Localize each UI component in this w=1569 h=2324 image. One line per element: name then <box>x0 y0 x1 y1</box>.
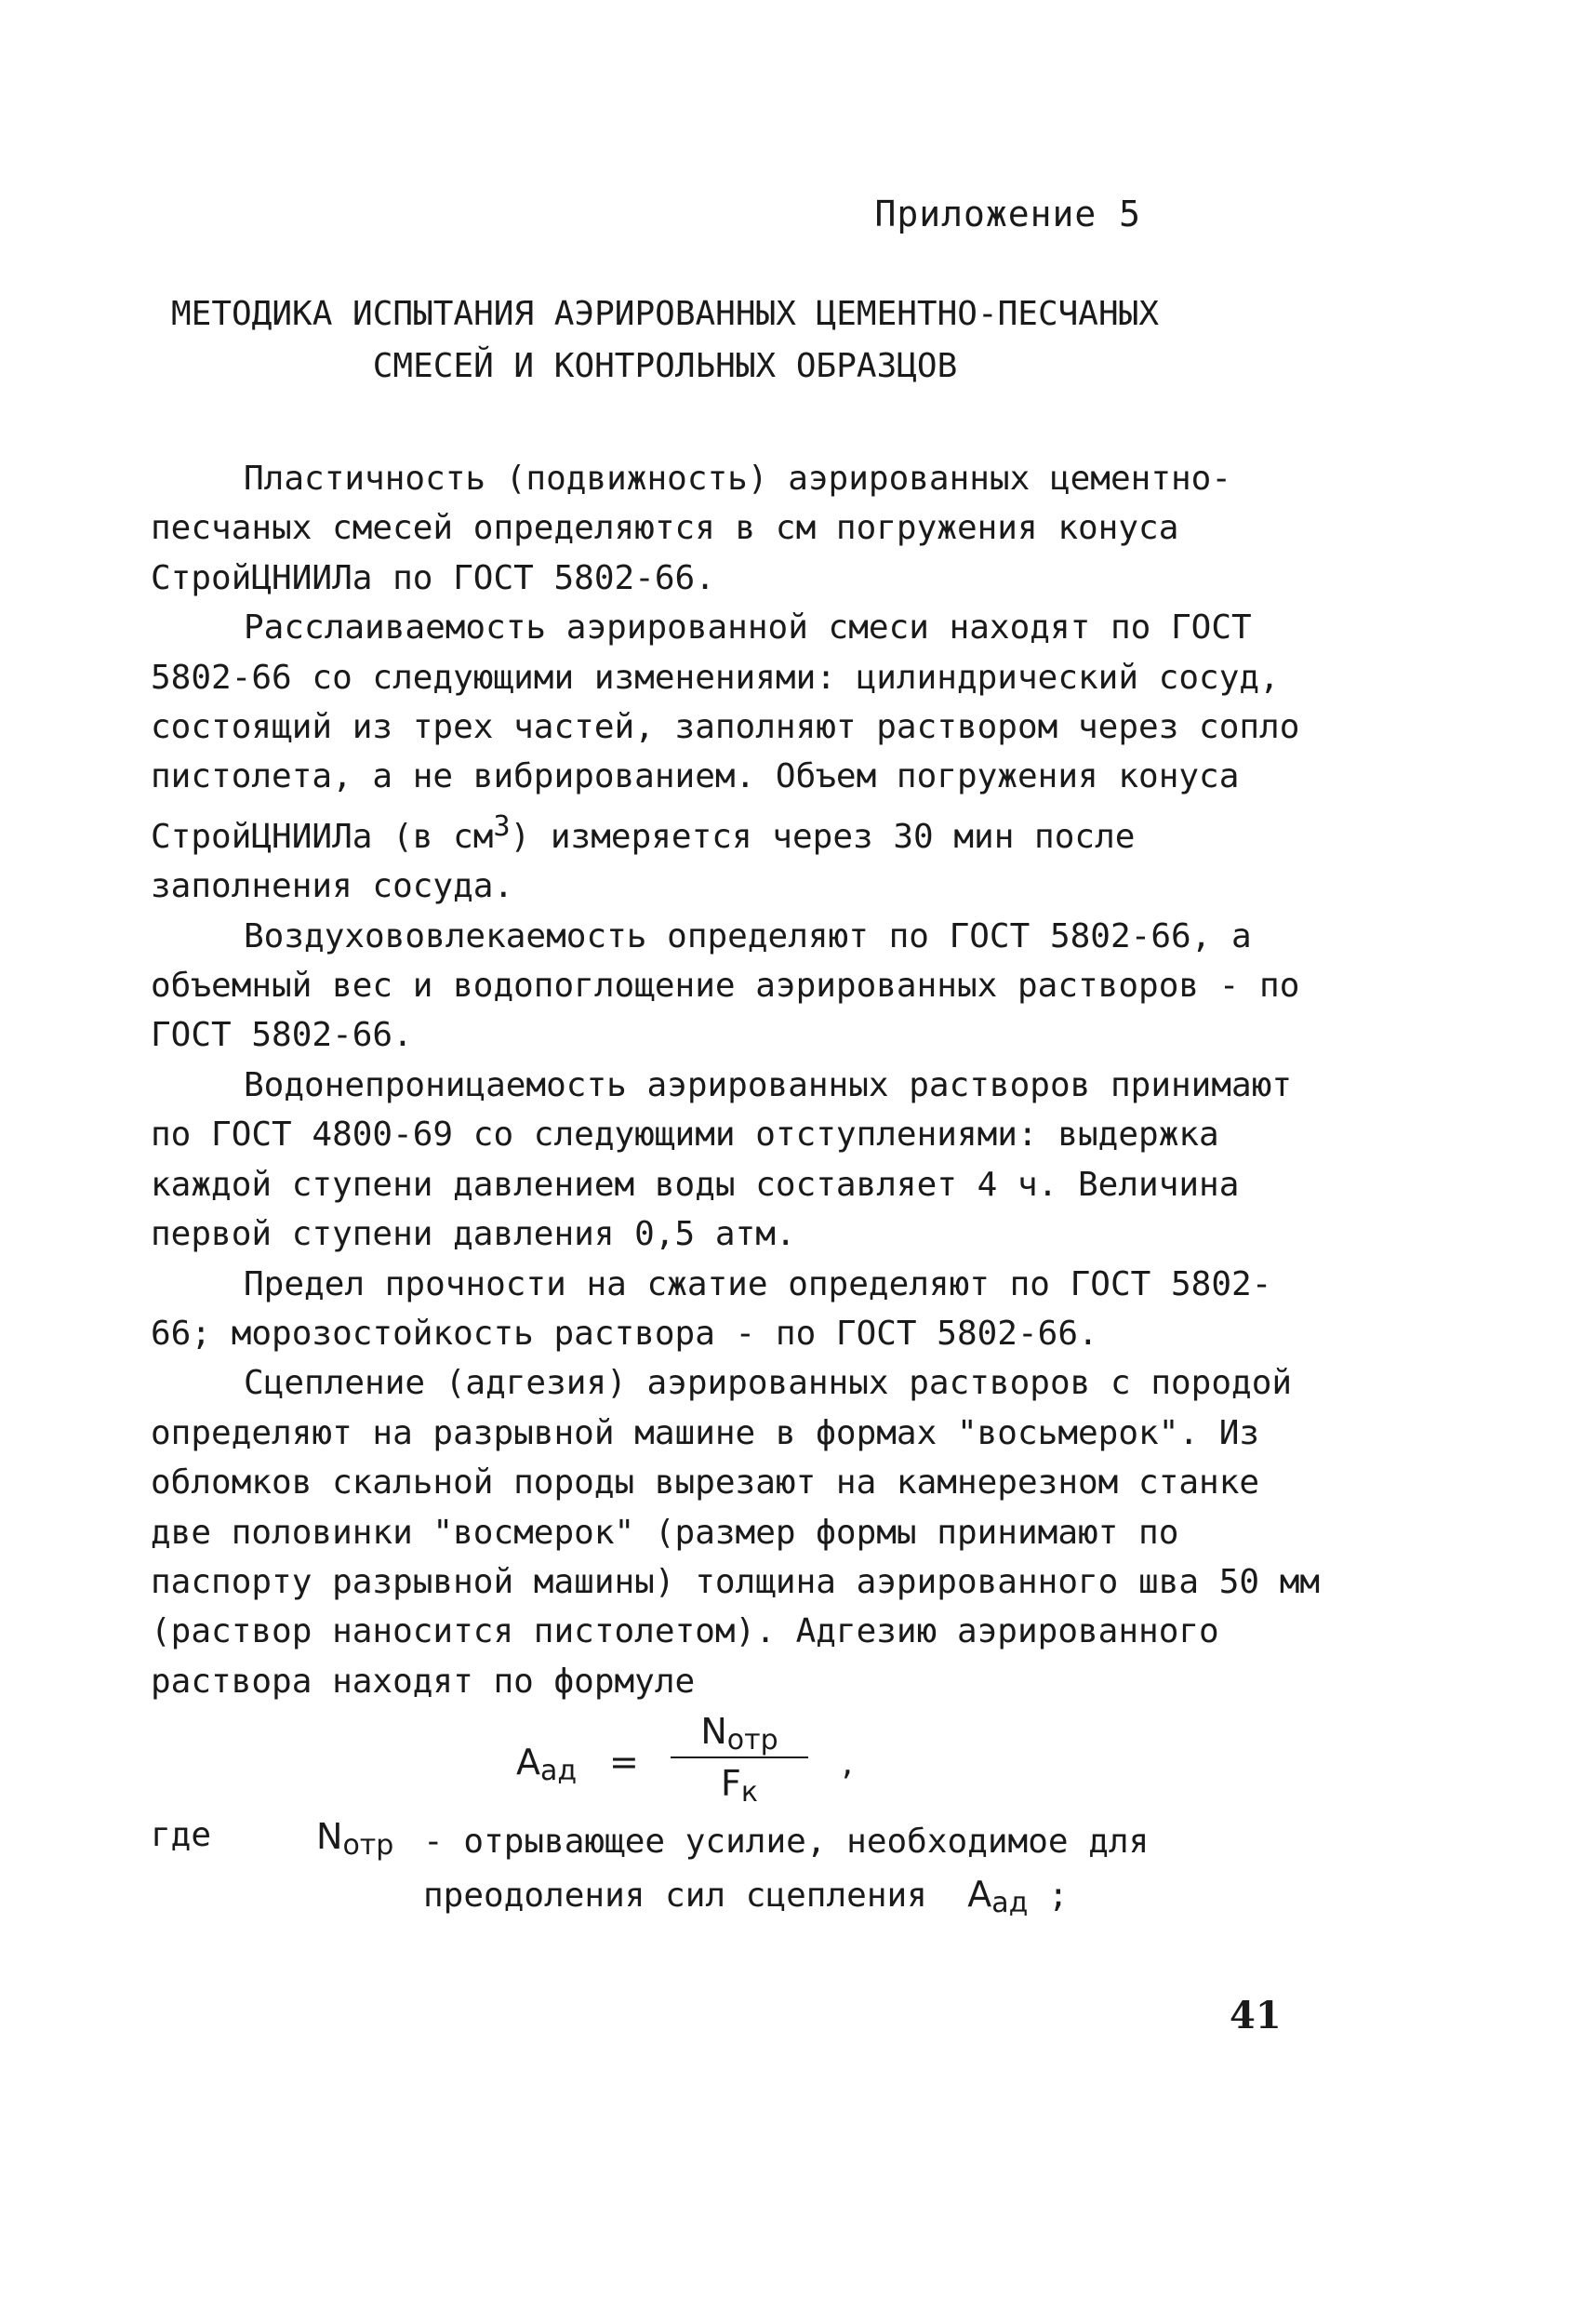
adhesion-reference-base: A <box>967 1874 992 1915</box>
adhesion-reference <box>967 1874 1029 1919</box>
stratification-text-after: ) измеряется через 30 мин после заполнения сосуда. <box>151 817 1136 906</box>
page-number: 41 <box>1230 1994 1282 2037</box>
formula-denominator-base: F <box>721 1763 741 1804</box>
document-title <box>140 288 1190 393</box>
paragraph-water-resistance: Водонепроницаемость аэрированных растворов принимают по ГОСТ 4800-69 со следующими отступлениями: выдержка каждой ступени давлением воды составляет 4 ч. Величина первой ступени давления 0,5 атм. <box>151 1065 1293 1254</box>
title-line-1: МЕТОДИКА ИСПЫТАНИЯ АЭРИРОВАННЫХ ЦЕМЕНТНО-ПЕСЧАНЫХ <box>170 295 1160 333</box>
body-text <box>151 454 1323 1706</box>
paragraph-air-entrainment: Воздухововлекаемость определяют по ГОСТ 5802-66, а объемный вес и водопоглощение аэрированных растворов - по ГОСТ 5802-66. <box>151 916 1300 1055</box>
formula-numerator-sub: отр <box>726 1724 778 1756</box>
formula-numerator <box>665 1710 814 1756</box>
where-description <box>423 1816 1353 1930</box>
formula-lhs-sub: ад <box>540 1755 578 1787</box>
formula-denominator <box>665 1762 814 1809</box>
where-label: где <box>151 1816 212 1854</box>
formula-equals: = <box>609 1742 639 1783</box>
appendix-label: Приложение 5 <box>874 194 1141 234</box>
where-symbol-base: N <box>316 1816 343 1857</box>
fraction-bar <box>671 1756 808 1758</box>
where-symbol <box>316 1816 393 1862</box>
adhesion-reference-sub: ад <box>991 1887 1029 1919</box>
paragraph-plasticity: Пластичность (подвижность) аэрированных цементно-песчаных смесей определяются в см погружения конуса СтройЦНИИЛа по ГОСТ 5802-66. <box>151 460 1232 597</box>
paragraph-compressive-strength: Предел прочности на сжатие определяют по ГОСТ 5802-66; морозостойкость раствора - по ГОСТ 5802-66. <box>151 1264 1272 1353</box>
adhesion-formula <box>516 1710 907 1812</box>
stratification-text-before: Расслаиваемость аэрированной смеси находят по ГОСТ 5802-66 со следующими изменениями: цилиндрический сосуд, состоящий из трех частей, заполняют раствором через сопло пистолета, а не вибрированием. Объем погружения конуса СтройЦНИИЛа (в см <box>151 608 1300 856</box>
where-symbol-sub: отр <box>342 1829 394 1862</box>
where-description-text: - отрывающее усилие, необходимое для преодоления сил сцепления <box>423 1823 1150 1915</box>
title-line-2: СМЕСЕЙ И КОНТРОЛЬНЫХ ОБРАЗЦОВ <box>372 347 958 385</box>
formula-numerator-base: N <box>700 1711 727 1752</box>
paragraph-stratification <box>151 603 1323 911</box>
paragraph-adhesion: Сцепление (адгезия) аэрированных растворов с породой определяют на разрывной машине в формах "восьмерок". Из обломков скальной породы вырезают на камнерезном станке две половинки "восмерок" (размер формы принимают по паспорту разрывной машины) толщина аэрированного шва 50 мм (раствор наносится пистолетом). Адгезию аэрированного раствора находят по формуле <box>151 1364 1321 1701</box>
formula-fraction <box>665 1710 814 1809</box>
formula-lhs <box>516 1742 577 1787</box>
superscript-3: 3 <box>493 809 511 843</box>
formula-denominator-sub: к <box>740 1776 758 1809</box>
formula-lhs-base: A <box>516 1742 540 1783</box>
where-ending: ; <box>1048 1877 1069 1915</box>
formula-comma: , <box>842 1742 854 1783</box>
